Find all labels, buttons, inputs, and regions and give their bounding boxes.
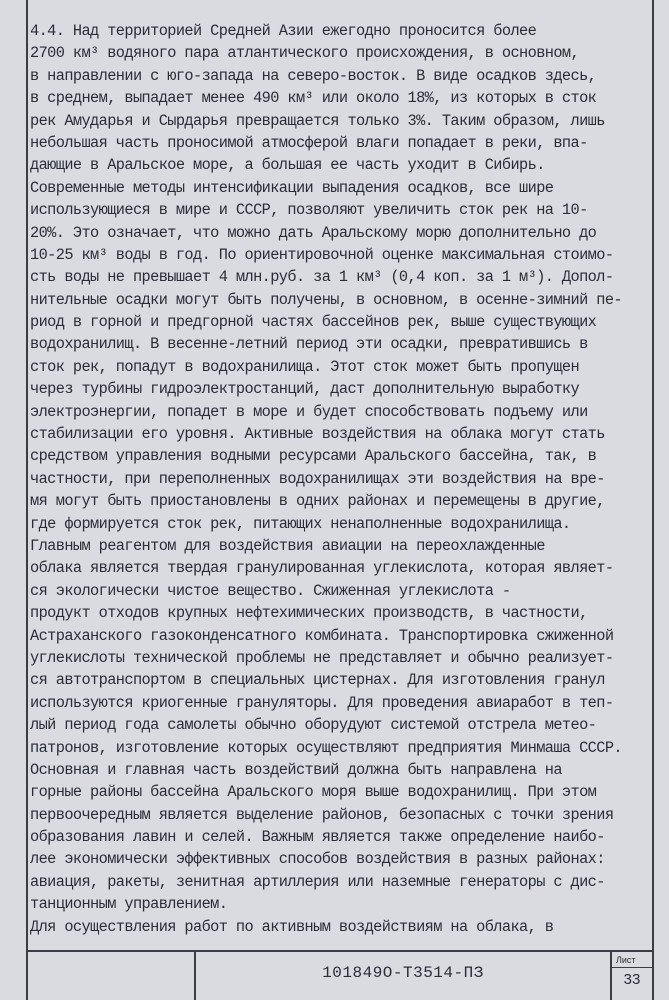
text-line: Основная и главная часть воздействий должна быть направлена на (30, 760, 562, 779)
text-line: электроэнергии, попадет в море и будет способствовать подъему или (30, 402, 588, 421)
text-line: средством управления водными ресурсами Аральского бассейна, так, в (30, 447, 597, 466)
text-line: 4.4. Над территорией Средней Азии ежегодно проносится более (30, 22, 537, 40)
text-line: сть воды не превышает 4 млн.руб. за 1 км³ (0,4 коп. за 1 м³). Допол- (30, 268, 614, 287)
text-line: первоочередным является выделение районов, безопасных с точки зрения (30, 805, 614, 824)
text-line: где формируется сток рек, питающих ненаполненные водохранилища. (30, 514, 571, 533)
text-line: горные районы бассейна Аральского моря выше водохранилищ. При этом (30, 783, 597, 802)
text-line: использующиеся в мире и СССР, позволяют увеличить сток рек на 10- (30, 201, 588, 220)
text-line: ся экологически чистое вещество. Сжиженная углекислота - (30, 581, 511, 600)
text-line: 2700 км³ водяного пара атлантического происхождения, в основном, (30, 44, 580, 63)
text-line: через турбины гидроэлектростанций, даст дополнительную выработку (30, 380, 580, 399)
text-line: используются криогенные грануляторы. Для проведения авиаработ в теп- (30, 693, 614, 712)
text-line: Для осуществления работ по активным воздействиям на облака, в (30, 917, 554, 936)
text-line: дающие в Аральское море, а большая ее часть уходит в Сибирь. (30, 156, 545, 175)
text-line: стабилизации его уровня. Активные воздействия на облака могут стать (30, 425, 605, 444)
text-line: Главным реагентом для воздействия авиации на переохлажденные (30, 536, 545, 555)
text-line: риод в горной и предгорной частях бассейнов рек, выше существующих (30, 313, 597, 332)
text-line: мя могут быть приостановлены в одних районах и перемещены в другие, (30, 492, 605, 511)
text-line: Современные методы интенсификации выпадения осадков, все шире (30, 178, 554, 197)
text-line: танционным управлением. (30, 895, 228, 914)
sheet-number-cell (612, 952, 652, 1000)
text-line: образования лавин и селей. Важным является также определение наибо- (30, 828, 605, 847)
text-line: патронов, изготовление которых осуществляют предприятия Минмаша СССР. (30, 738, 622, 757)
text-line: рек Амударья и Сырдарья превращается только 3%. Таким образом, лишь (30, 111, 605, 130)
text-line: в среднем, выпадает менее 490 км³ или около 18%, из которых в сток (30, 89, 597, 108)
text-line: лый период года самолеты обычно оборудуют системой отстрела метео- (30, 716, 597, 735)
text-line: лее экономически эффективных способов воздействия в разных районах: (30, 850, 605, 869)
text-line: авиация, ракеты, зенитная артиллерия или наземные генераторы с дис- (30, 872, 605, 891)
text-line: нительные осадки могут быть получены, в основном, в осенне-зимний пе- (30, 290, 622, 309)
text-line: 20%. Это означает, что можно дать Аральскому морю дополнительно до (30, 223, 597, 242)
text-line: небольшая часть проносимой атмосферой влаги попадает в реки, впа- (30, 133, 588, 152)
sheet-divider (612, 967, 652, 968)
sheet-number: 33 (623, 971, 641, 988)
title-block-center-cell (194, 952, 612, 1000)
text-line: ся автотранспортом в специальных цистернах. Для изготовления гранул (30, 671, 605, 690)
text-line: продукт отходов крупных нефтехимических производств, в частности, (30, 604, 588, 623)
text-line: частности, при переполненных водохранилищах эти воздействия на вре- (30, 469, 605, 488)
text-line: углекислоты технической проблемы не представляет и обычно реализует- (30, 648, 614, 667)
document-body (30, 20, 647, 935)
sheet-label: Лист (616, 955, 636, 965)
text-line: Астраханского газоконденсатного комбината. Транспортировка сжиженной (30, 626, 614, 645)
title-block (26, 950, 654, 1000)
text-line: водохранилищ. В весенне-летний период эти осадки, превратившись в (30, 335, 588, 354)
text-line: в направлении с юго-запада на северо-восток. В виде осадков здесь, (30, 66, 597, 85)
text-line: облака является твердая гранулированная углекислота, которая являет- (30, 559, 614, 578)
text-line: сток рек, попадут в водохранилища. Этот сток может быть пропущен (30, 357, 580, 376)
document-code: 101849О-Т3514-ПЗ (322, 964, 484, 982)
text-line: 10-25 км³ воды в год. По ориентировочной оценке максимальная стоимо- (30, 245, 614, 264)
